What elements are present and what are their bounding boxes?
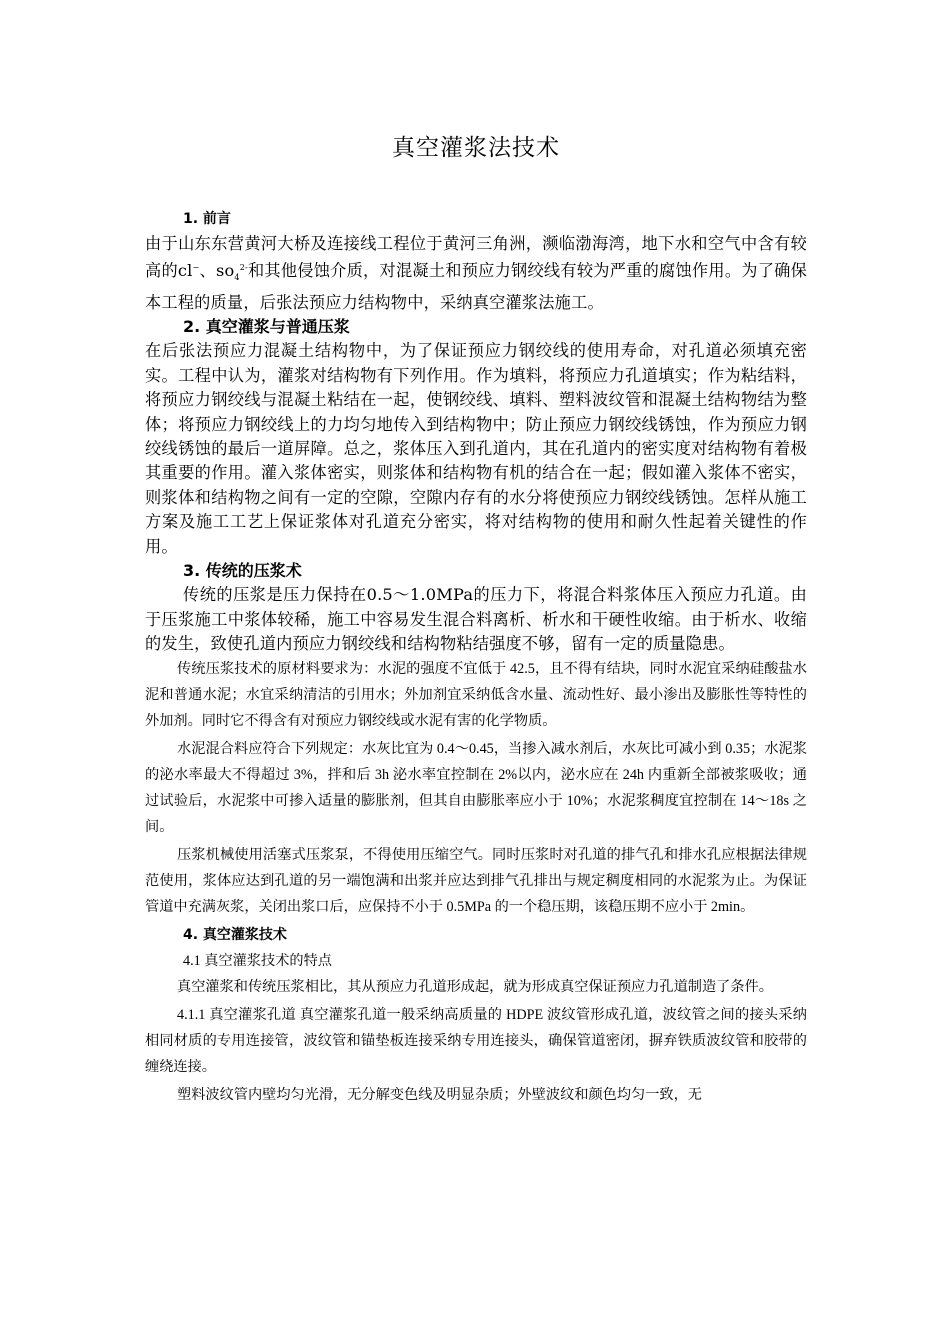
section-3-paragraph-3: 水泥混合料应符合下列规定：水灰比宜为 0.4～0.45，当掺入减水剂后，水灰比可减小到 0.35；水泥浆的泌水率最大不得超过 3%，拌和后 3h 泌水率宜控制在 2%以内，泌水应在 24h 内重新全部被浆吸收；通过试验后，水泥浆中可掺入适量的膨胀剂，但其自由膨胀率应小于 10%；水泥浆稠度宜控制在 14～18s 之间。 xyxy=(145,741,807,836)
section-1-heading: 1. 前言 xyxy=(183,211,231,227)
page-title: 真空灌浆法技术 xyxy=(392,135,560,161)
section-1-paragraph: 由于山东东营黄河大桥及连接线工程位于黄河三角洲，濒临渤海湾，地下水和空气中含有较高的cl−、$so_4^{2-}$和其他侵蚀介质，对混凝土和预应力钢绞线有较为严重的腐蚀作用。为了确保本工程的质量，后张法预应力结构物中，采纳真空灌浆法施工。 xyxy=(145,234,807,313)
section-4-1-heading: 4.1 真空灌浆技术的特点 xyxy=(183,953,332,970)
section-3-paragraph-1: 传统的压浆是压力保持在0.5～1.0MPa的压力下，将混合料浆体压入预应力孔道。由于压浆施工中浆体较稀，施工中容易发生混合料离析、析水和干硬性收缩。由于析水、收缩的发生，致使孔道内预应力钢绞线和结构物粘结强度不够，留有一定的质量隐患。 xyxy=(145,585,807,653)
section-4-paragraph-1: 真空灌浆和传统压浆相比，其从预应力孔道形成起，就为形成真空保证预应力孔道制造了条件。 xyxy=(177,979,773,996)
section-2-heading: 2. 真空灌浆与普通压浆 xyxy=(183,317,350,337)
section-3-paragraph-4: 压浆机械使用活塞式压浆泵，不得使用压缩空气。同时压浆时对孔道的排气孔和排水孔应根据法律规范使用，浆体应达到孔道的另一端饱满和出浆并应达到排气孔排出与规定稠度相同的水泥浆为止。为保证管道中充满灰浆，关闭出浆口后，应保持不小于 0.5MPa 的一个稳压期，该稳压期不应小于 2min。 xyxy=(145,847,807,916)
section-4-heading: 4. 真空灌浆技术 xyxy=(183,927,287,944)
section-4-paragraph-2: 4.1.1 真空灌浆孔道 真空灌浆孔道一般采纳高质量的 HDPE 波纹管形成孔道，波纹管之间的接头采纳相同材质的专用连接管，波纹管和锚垫板连接采纳专用连接头，确保管道密闭，摒弃铁质波纹管和胶带的缠绕连接。 xyxy=(145,1007,807,1076)
section-3-heading: 3. 传统的压浆术 xyxy=(183,561,302,581)
document-body xyxy=(145,128,807,1110)
section-3-paragraph-2: 传统压浆技术的原材料要求为：水泥的强度不宜低于 42.5，且不得有结块，同时水泥宜采纳硅酸盐水泥和普通水泥；水宜采纳清洁的引用水；外加剂宜采纳低含水量、流动性好、最小渗出及膨胀性等特性的外加剂。同时它不得含有对预应力钢绞线或水泥有害的化学物质。 xyxy=(145,661,807,730)
section-2-paragraph: 在后张法预应力混凝土结构物中，为了保证预应力钢绞线的使用寿命，对孔道必须填充密实。工程中认为，灌浆对结构物有下列作用。作为填料，将预应力孔道填实；作为粘结料，将预应力钢绞线与混凝土粘结在一起，使钢绞线、填料、塑料波纹管和混凝土结构物结为整体；将预应力钢绞线上的力均匀地传入到结构物中；防止预应力钢绞线锈蚀，作为预应力钢绞线锈蚀的最后一道屏障。总之，浆体压入到孔道内，其在孔道内的密实度对结构物有着极其重要的作用。灌入浆体密实，则浆体和结构物有机的结合在一起；假如灌入浆体不密实，则浆体和结构物之间有一定的空隙，空隙内存有的水分将使预应力钢绞线锈蚀。怎样从施工方案及施工工艺上保证浆体对孔道充分密实，将对结构物的使用和耐久性起着关键性的作用。 xyxy=(145,341,807,556)
section-4-paragraph-3: 塑料波纹管内壁均匀光滑，无分解变色线及明显杂质；外壁波纹和颜色均匀一致，无 xyxy=(177,1087,702,1104)
